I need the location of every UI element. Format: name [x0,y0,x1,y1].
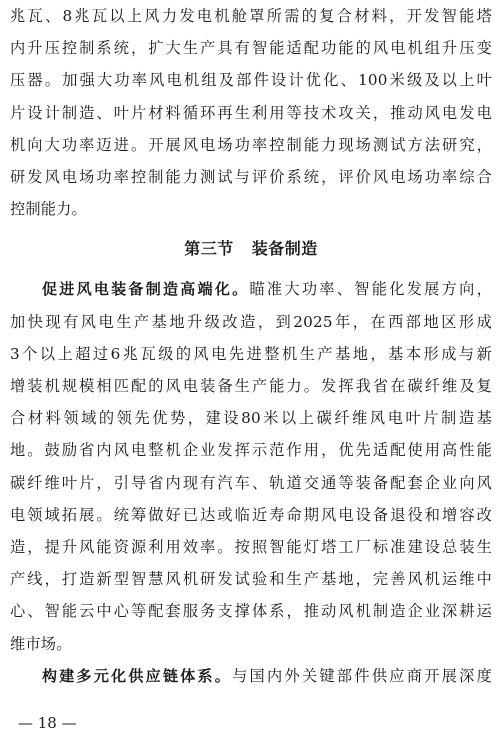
paragraph-supply-chain [10,660,492,692]
paragraph-continuation [10,0,492,225]
text-line: 产线，打造新型智慧风机研发试验和生产基地，完善风机运维中 [10,570,492,589]
section-heading [10,233,492,265]
page-number: — 18 — [18,714,77,732]
text-line: 机向大功率迈进。开展风电场功率控制能力现场测试方法研究， [10,135,492,154]
paragraph-lead-rest: 瞄准大功率、智能化发展方向， [249,280,492,299]
text-line: 压器。加强大功率风电机组及部件设计优化、100米级及以上叶 [10,71,492,90]
text-line: 兆瓦、8兆瓦以上风力发电机舱罩所需的复合材料，开发智能塔 [10,7,492,25]
text-line: 控制能力。 [10,200,87,219]
text-line: 研发风电场功率控制能力测试与评价系统，评价风电场功率综合 [10,168,492,187]
text-line: 合材料领域的领先优势，建设80米以上碳纤维风电叶片制造基 [10,409,492,428]
text-line: 地。鼓励省内风电整机企业发挥示范作用，优先适配使用高性能 [10,441,492,460]
text-line: 造，提升风能资源利用效率。按照智能灯塔工厂标准建设总装生 [10,538,492,557]
document-page [10,0,492,692]
paragraph-lead-rest: 与国内外关键部件供应商开展深度 [232,666,493,685]
paragraph-equipment-upgrade [10,273,492,659]
text-line: 电领域拓展。统筹做好已达或临近寿命期风电设备退役和增容改 [10,505,492,524]
section-number: 第三节 [184,239,234,259]
paragraph-lead: 构建多元化供应链体系。 [42,666,233,685]
text-line: 片设计制造、叶片材料循环再生利用等技术攻关，推动风电发电 [10,103,492,122]
text-line [10,660,492,692]
text-line: 3个以上超过6兆瓦级的风电先进整机生产基地，基本形成与新 [10,344,492,363]
text-line: 维市场。 [10,634,72,653]
paragraph-lead: 促进风电装备制造高端化。 [42,280,250,299]
text-line: 心、智能云中心等配套服务支撑体系，推动风机制造企业深耕运 [10,602,492,621]
text-line: 碳纤维叶片，引导省内现有汽车、轨道交通等装备配套企业向风 [10,473,492,492]
text-line: 内升压控制系统，扩大生产具有智能适配功能的风电机组升压变 [10,39,492,58]
section-title-text: 装备制造 [251,239,318,259]
text-line [10,273,492,305]
text-line: 加快现有风电生产基地升级改造，到2025年，在西部地区形成 [10,312,492,331]
text-line: 增装机规模相匹配的风电装备生产能力。发挥我省在碳纤维及复 [10,377,492,396]
